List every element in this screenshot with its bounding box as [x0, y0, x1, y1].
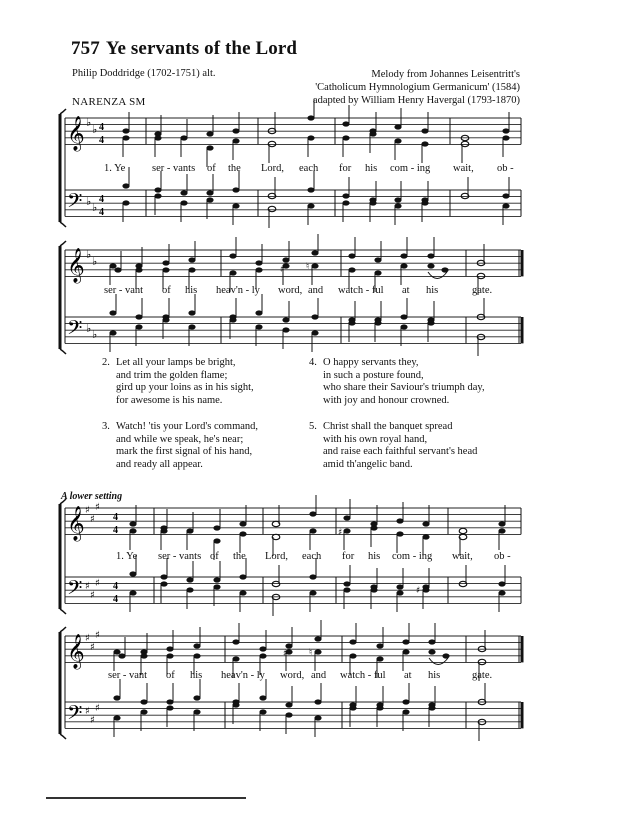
flat-icon: ♭ [92, 328, 98, 341]
lower-setting-label: A lower setting [61, 491, 123, 502]
natural-icon: ♮ [306, 262, 310, 272]
treble-clef-icon: 𝄞 [67, 506, 85, 541]
svg-text:4: 4 [113, 512, 118, 523]
sharp-icon: ♯ [85, 706, 90, 717]
flat-icon: ♭ [92, 255, 98, 268]
sharp-icon: ♯ [280, 265, 285, 275]
sharp-icon: ♯ [85, 633, 90, 644]
lyric-syllable: Lord, [261, 163, 285, 174]
lyric-syllable: ser - vants [158, 551, 202, 562]
svg-text:4: 4 [99, 207, 104, 218]
sharp-icon: ♯ [95, 502, 100, 513]
lyric-syllable: 1. Ye [104, 163, 126, 174]
verse-line: with his own royal hand, [323, 433, 428, 445]
sharp-icon: ♯ [95, 578, 100, 589]
svg-text:4: 4 [113, 525, 118, 536]
melody-credit-line: Melody from Johannes Leisentritt's [371, 69, 520, 80]
footer-rule [46, 797, 246, 799]
flat-icon: ♭ [86, 195, 92, 208]
verse-number: 3. [102, 421, 110, 432]
lyric-syllable: wait, [452, 551, 473, 562]
verse-line: and raise each faithful servant's head [323, 446, 478, 458]
verse-4 [309, 357, 529, 407]
treble-clef-icon: 𝄞 [67, 248, 85, 283]
lyric-syllable: his [365, 163, 378, 174]
verse-3 [102, 421, 322, 471]
treble-clef-icon: 𝄞 [67, 634, 85, 669]
lyric-syllable: for [339, 163, 352, 174]
verse-line: who share their Saviour's triumph day, [323, 382, 485, 394]
verse-line: Watch! 'tis your Lord's command, [116, 421, 259, 432]
lyric-syllable: of [210, 551, 219, 562]
flat-icon: ♭ [86, 116, 92, 129]
verse-2 [102, 357, 322, 407]
lyric-syllable: word, [278, 285, 303, 296]
lyric-syllable: each [302, 551, 322, 562]
lyric-syllable: 1. Ye [116, 551, 138, 562]
lyric-syllable: com - ing [392, 551, 433, 562]
sharp-icon: ♯ [338, 528, 343, 538]
melody-credit-line: adapted by William Henry Havergal (1793-1870) [312, 95, 520, 106]
verse-line: and trim the golden flame; [116, 369, 228, 381]
lyric-syllable: ob - [497, 163, 514, 174]
verse-line: for awesome is his name. [116, 394, 223, 406]
sharp-icon: ♯ [85, 505, 90, 516]
svg-text:4: 4 [113, 581, 118, 592]
lyric-syllable: watch - ful [340, 670, 386, 681]
svg-text:4: 4 [99, 194, 104, 205]
lyric-syllable: watch - ful [338, 285, 384, 296]
verse-number: 2. [102, 357, 110, 368]
flat-icon: ♭ [92, 123, 98, 136]
lyric-syllable: the [228, 163, 241, 174]
lyric-syllable: wait, [453, 163, 474, 174]
svg-text:4: 4 [113, 594, 118, 605]
lyric-syllable: his [190, 670, 203, 681]
lyric-syllable: each [299, 163, 319, 174]
sharp-icon: ♯ [90, 514, 95, 525]
lyric-syllable: com - ing [390, 163, 431, 174]
svg-text:4: 4 [99, 122, 104, 133]
verse-5 [309, 421, 529, 471]
lyric-syllable: for [342, 551, 355, 562]
lyric-syllable: of [162, 285, 171, 296]
bass-clef-icon: 𝄢 [67, 701, 83, 729]
lyric-syllable: his [426, 285, 439, 296]
flat-icon: ♭ [92, 201, 98, 214]
verse-line: Let all your lamps be bright, [116, 357, 236, 368]
verse-line: Christ shall the banquet spread [323, 421, 453, 432]
lyric-syllable: gate. [472, 285, 493, 296]
lyric-syllable: Lord, [265, 551, 289, 562]
lyric-syllable: heav'n - ly [221, 670, 265, 681]
tune-name: NARENZA SM [72, 96, 146, 108]
sharp-icon: ♯ [90, 590, 95, 601]
lyric-syllable: his [368, 551, 381, 562]
flat-icon: ♭ [86, 322, 92, 335]
melody-credit-line: 'Catholicum Hymnologium Germanicum' (1584) [315, 82, 520, 93]
verse-line: in such a posture found, [323, 369, 424, 381]
verse-line: and while we speak, he's near; [116, 433, 244, 445]
lyric-syllable: the [233, 551, 246, 562]
bass-clef-icon: 𝄢 [67, 316, 83, 344]
lyric-syllable: of [207, 163, 216, 174]
verse-line: with joy and honour crowned. [323, 394, 450, 406]
sharp-icon: ♯ [90, 715, 95, 726]
lyric-syllable: and [311, 670, 327, 681]
lyric-syllable: ser - vant [108, 670, 148, 681]
sharp-icon: ♯ [85, 581, 90, 592]
verse-line: and ready all appear. [116, 458, 203, 470]
sharp-icon: ♯ [90, 642, 95, 653]
lyric-syllable: gate. [472, 670, 493, 681]
hymn-title-text: Ye servants of the Lord [105, 38, 298, 59]
natural-icon: ♮ [309, 648, 313, 658]
hymn-number: 757 [71, 38, 100, 59]
verse-number: 5. [309, 421, 317, 432]
verse-number: 4. [309, 357, 317, 368]
lyric-syllable: his [185, 285, 198, 296]
lyric-syllable: ser - vant [104, 285, 144, 296]
lyric-syllable: and [308, 285, 324, 296]
lyric-syllable: at [404, 670, 412, 681]
verse-line: amid th'angelic band. [323, 458, 413, 470]
system-1 [60, 99, 521, 228]
treble-clef-icon: 𝄞 [67, 116, 85, 151]
bass-clef-icon: 𝄢 [67, 189, 83, 217]
lyric-syllable: his [428, 670, 441, 681]
svg-text:4: 4 [99, 135, 104, 146]
sharp-icon: ♯ [416, 586, 421, 596]
sharp-icon: ♯ [95, 630, 100, 641]
flat-icon: ♭ [86, 248, 92, 261]
lyric-syllable: word, [280, 670, 305, 681]
lyric-syllable: at [402, 285, 410, 296]
sharp-icon: ♯ [283, 649, 288, 659]
lyric-syllable: of [166, 670, 175, 681]
verse-line: mark the first signal of his hand, [116, 446, 253, 458]
lyric-syllable: ser - vants [152, 163, 196, 174]
lyric-syllable: ob - [494, 551, 511, 562]
verse-line: gird up your loins as in his sight, [116, 382, 254, 394]
lyric-syllable: heav'n - ly [216, 285, 260, 296]
bass-clef-icon: 𝄢 [67, 576, 83, 604]
verse-line: O happy servants they, [323, 357, 419, 368]
author-credit: Philip Doddridge (1702-1751) alt. [72, 68, 216, 79]
sharp-icon: ♯ [95, 703, 100, 714]
